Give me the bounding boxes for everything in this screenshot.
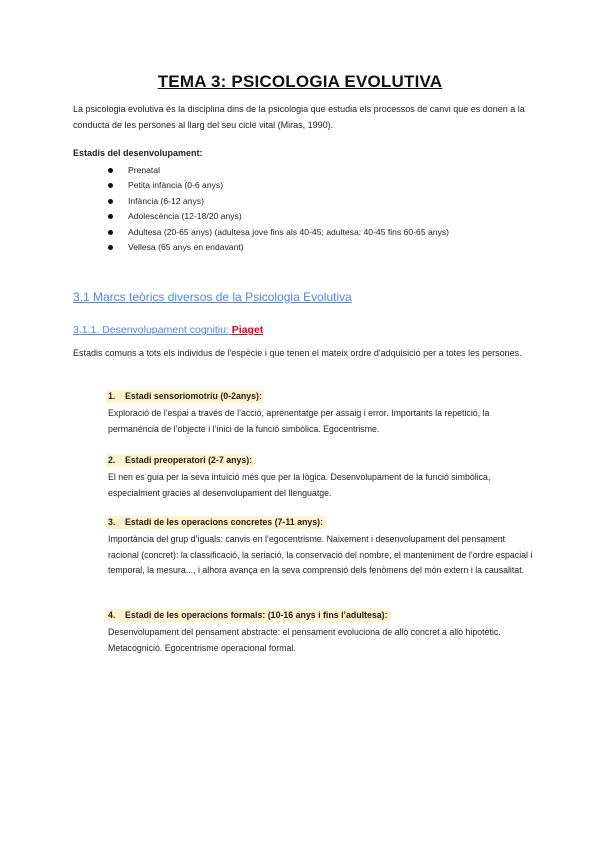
bullet-icon [108, 168, 113, 173]
stages-heading: Estadis del desenvolupament: [73, 148, 203, 158]
stage-description: El nen es guia per la seva intuïció més que per la lògica. Desenvolupament de la funció simbòlica, especialment gràcies al desenvolupament del llenguatge. [108, 472, 491, 498]
bullet-icon [108, 214, 113, 219]
list-item: Infància (6-12 anys) [108, 194, 449, 209]
bullet-icon [108, 245, 113, 250]
subsection-heading-link[interactable] [73, 324, 263, 336]
bullet-icon [108, 183, 113, 188]
list-item: Petita infància (0-6 anys) [108, 178, 449, 193]
stage-description: Importància del grup d’iguals: canvis en l’egocentrisme. Naixement i desenvolupament del pensament racional (concret): la classificació, la seriació, la conservació del nombre, el manteniment de l’ordre espacial i temporal, la mesura..., i alhora avança en la seva comprensió dels fenòmens del món extern i la causalitat. [108, 534, 533, 576]
list-item: Adultesa (20-65 anys) (adultesa jove fins als 40-45; adultesa: 40-45 fins 60-65 anys) [108, 225, 449, 240]
stage-title: 4. Estadi de les operacions formals: (10-16 anys i fins l’adultesa): [108, 610, 388, 620]
stage-title: 3. Estadi de les operacions concretes (7-11 anys): [108, 517, 324, 527]
page-title: TEMA 3: PSICOLOGIA EVOLUTIVA [157, 72, 443, 91]
subsection-heading-text: 3.1.1. Desenvolupament cognitiu: [73, 324, 232, 336]
stage-description: Exploració de l’espai a través de l’acció, aprenentatge per assaig i error. Importants la repetició, la permanència de l’objecte i l’inici de la funció simbòlica. Egocentrisme. [108, 408, 490, 434]
bullet-icon [108, 230, 113, 235]
list-item: Vellesa (65 anys en endavant) [108, 240, 449, 255]
development-stages-list [108, 163, 449, 255]
list-item: Prenatal [108, 163, 449, 178]
piaget-intro-paragraph: Estadis comuns a tots els individus de l'espècie i que tenen el mateix ordre d'adquisició per a totes les persones. [73, 348, 522, 358]
stage-title: 1. Estadi sensoriomotriu (0-2anys): [108, 391, 262, 401]
stage-title: 2. Estadi preoperatori (2-7 anys): [108, 455, 253, 465]
intro-paragraph: La psicologia evolutiva és la disciplina dins de la psicologia que estudia els processos de canvi que es donen a la conducta de les persones al llarg del seu cicle vital (Miras, 1990). [73, 104, 525, 130]
stage-description: Desenvolupament del pensament abstracte: el pensament evoluciona de allò concret a allò hipotètic. Metacognició. Egocentrisme operacional formal. [108, 627, 501, 653]
section-heading-link[interactable]: 3.1 Marcs teòrics diversos de la Psicologia Evolutiva [73, 290, 352, 304]
list-item: Adolescència (12-18/20 anys) [108, 209, 449, 224]
bullet-icon [108, 199, 113, 204]
piaget-link[interactable]: Piaget [231, 324, 264, 336]
